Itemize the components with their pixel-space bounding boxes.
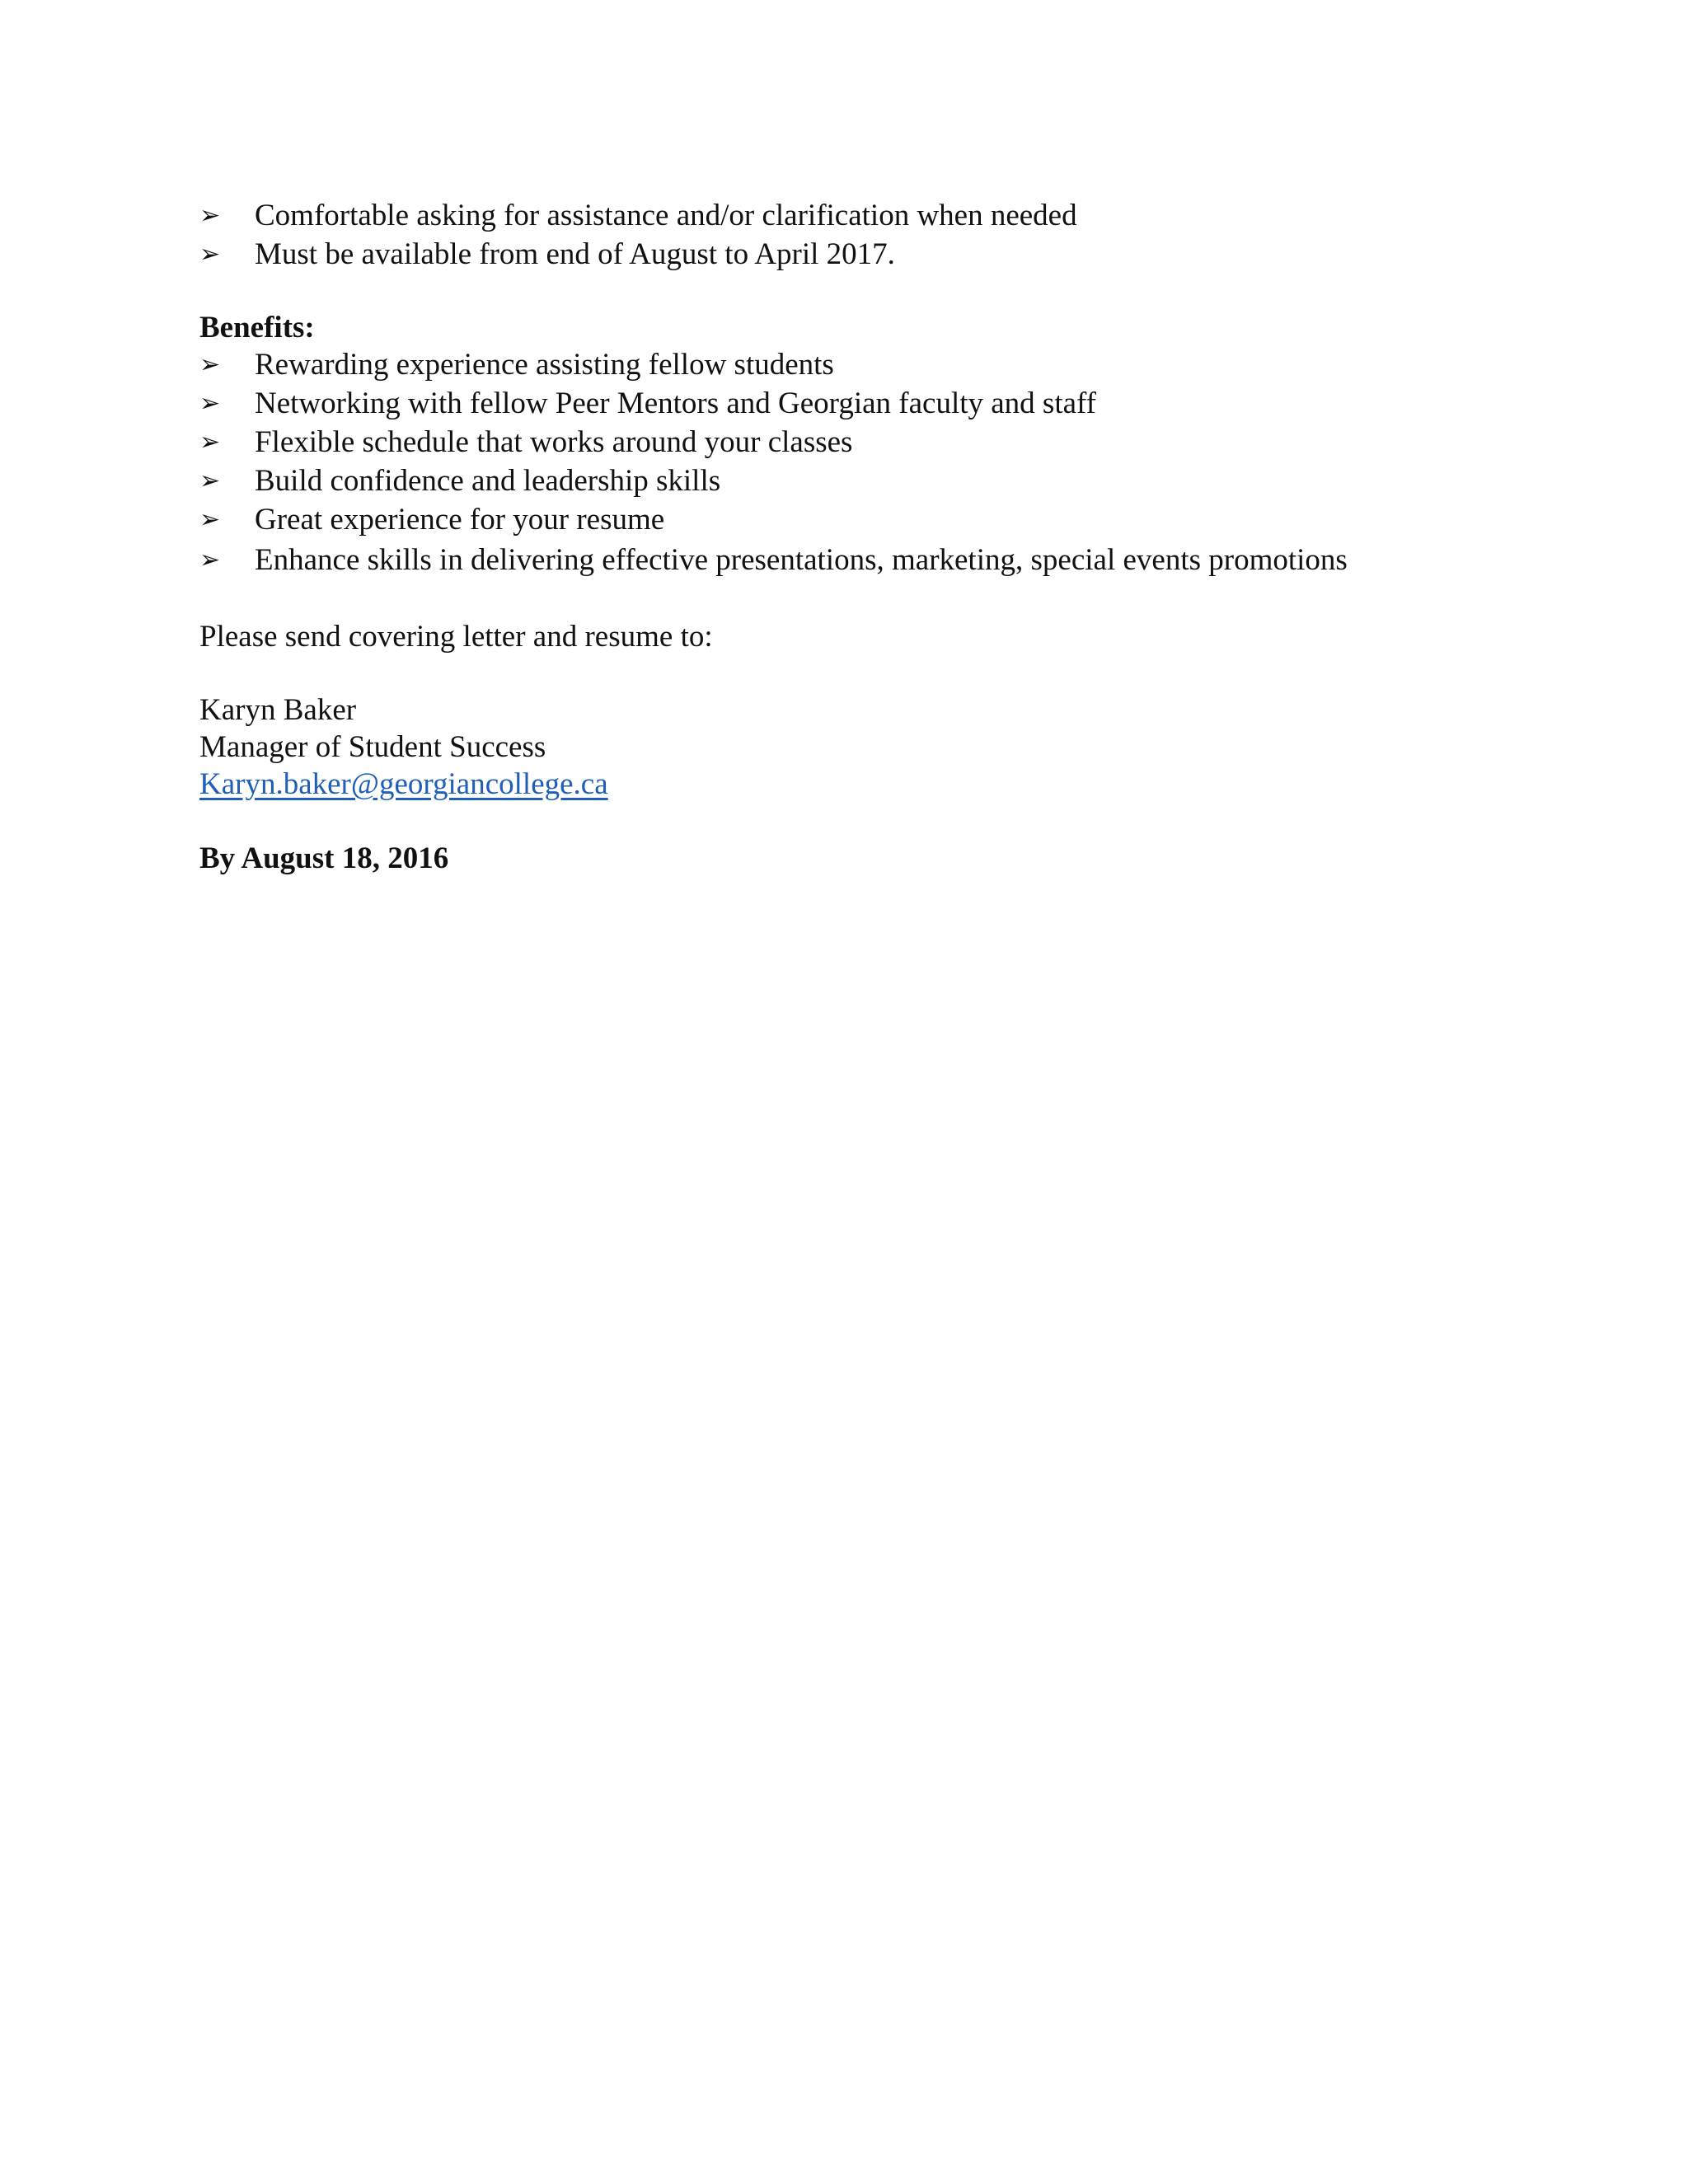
requirement-text: Must be available from end of August to April 2017. <box>255 237 895 271</box>
arrow-bullet-icon: ➢ <box>199 350 221 379</box>
arrow-bullet-icon: ➢ <box>199 428 221 457</box>
requirements-list <box>199 196 1518 274</box>
list-item <box>199 541 1518 579</box>
list-item <box>199 462 1518 500</box>
list-item <box>199 235 1518 274</box>
application-deadline: By August 18, 2016 <box>199 841 449 875</box>
contact-email-link[interactable]: Karyn.baker@georgiancollege.ca <box>199 767 608 801</box>
contact-title: Manager of Student Success <box>199 730 546 764</box>
list-item <box>199 345 1518 384</box>
list-item <box>199 196 1518 235</box>
benefit-text: Rewarding experience assisting fellow students <box>255 348 834 382</box>
benefit-text: Build confidence and leadership skills <box>255 464 721 498</box>
arrow-bullet-icon: ➢ <box>199 201 221 230</box>
benefits-heading: Benefits: <box>199 311 315 344</box>
arrow-bullet-icon: ➢ <box>199 466 221 495</box>
arrow-bullet-icon: ➢ <box>199 240 221 269</box>
document-body <box>199 196 1518 877</box>
contact-name: Karyn Baker <box>199 693 357 727</box>
send-instruction: Please send covering letter and resume to: <box>199 620 713 654</box>
requirement-text: Comfortable asking for assistance and/or clarification when needed <box>255 199 1077 232</box>
arrow-bullet-icon: ➢ <box>199 389 221 418</box>
benefit-text: Flexible schedule that works around your classes <box>255 425 853 459</box>
list-item <box>199 500 1518 539</box>
list-item <box>199 423 1518 462</box>
benefit-text: Enhance skills in delivering effective presentations, marketing, special events promotions <box>255 543 1348 577</box>
benefit-text: Great experience for your resume <box>255 503 665 537</box>
list-item <box>199 384 1518 423</box>
arrow-bullet-icon: ➢ <box>199 505 221 534</box>
benefit-text: Networking with fellow Peer Mentors and Georgian faculty and staff <box>255 387 1097 420</box>
benefits-list <box>199 345 1518 579</box>
arrow-bullet-icon: ➢ <box>199 546 221 574</box>
